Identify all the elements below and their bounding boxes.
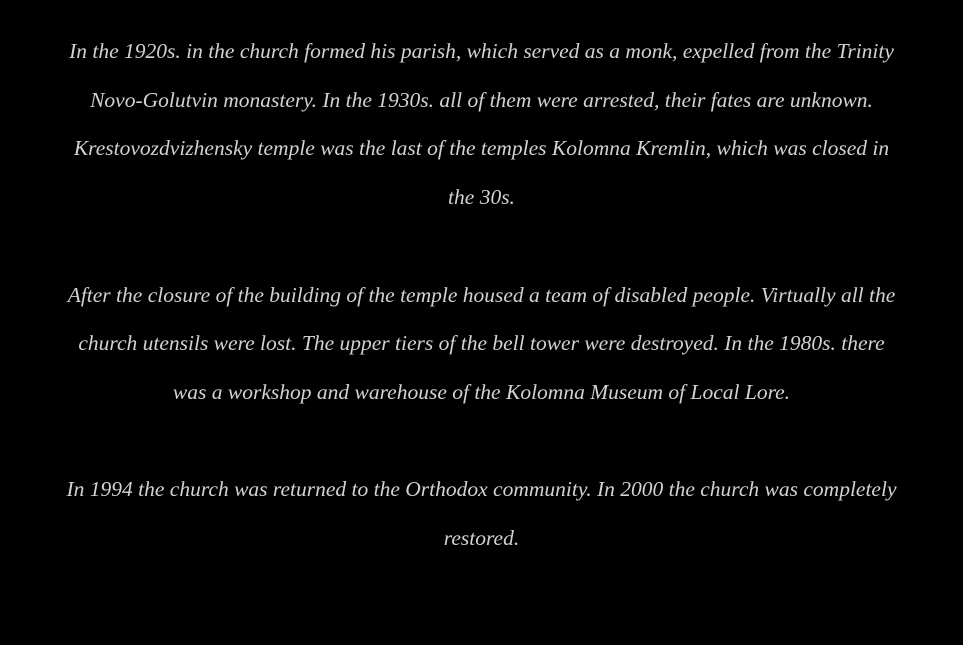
document-text [60,27,903,563]
paragraph-1920s: In the 1920s. in the church formed his parish, which served as a monk, expelled from the Trinity Novo-Golutvin monastery. In the 1930s. all of them were arrested, their fates are unknown. Krestovozdvizhensky temple was the last of the temples Kolomna Kremlin, which was closed in the 30s. [69,39,894,210]
paragraph-restoration: In 1994 the church was returned to the Orthodox community. In 2000 the church was completely restored. [66,477,897,550]
paragraph-closure: After the closure of the building of the temple housed a team of disabled people. Virtually all the church utensils were lost. The upper tiers of the bell tower were destroyed. In the 1980s. there was a workshop and warehouse of the Kolomna Museum of Local Lore. [67,282,896,404]
